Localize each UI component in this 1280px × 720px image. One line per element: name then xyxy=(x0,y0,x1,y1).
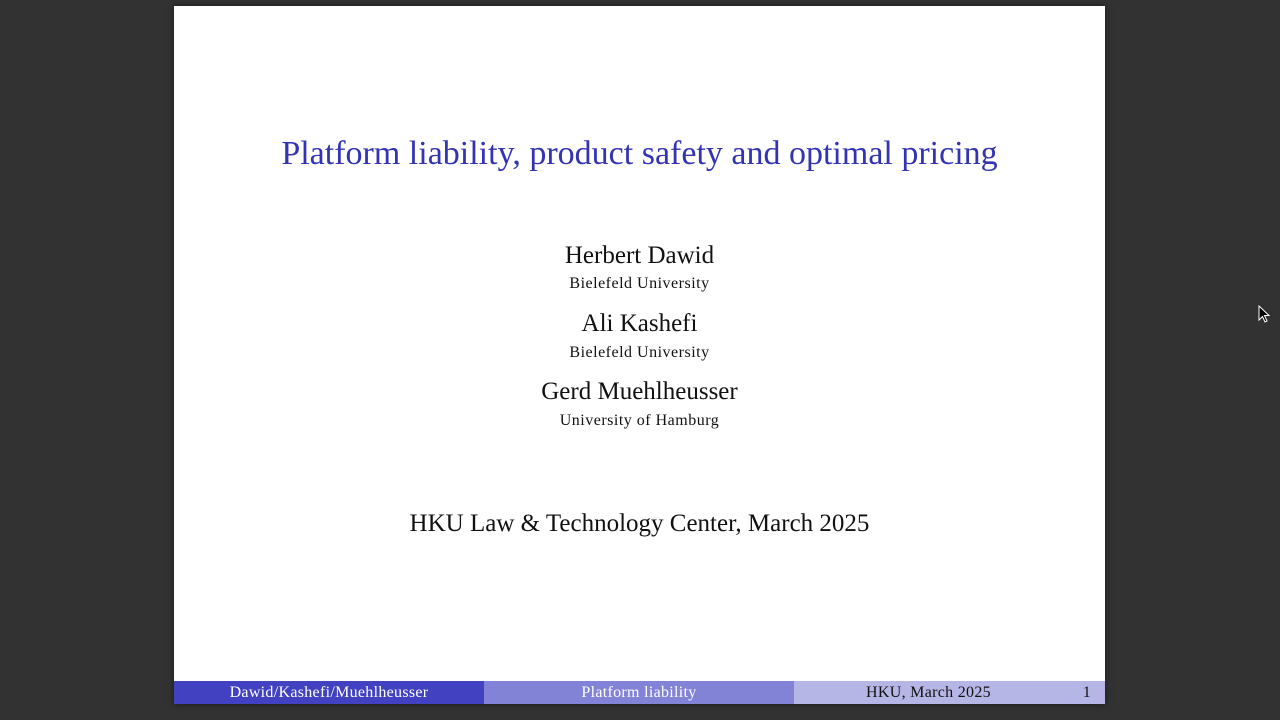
author-institution-2: Bielefeld University xyxy=(569,344,710,361)
footer-short-title: Platform liability xyxy=(484,681,794,704)
author-name-3: Gerd Muehlheusser xyxy=(541,378,738,405)
event-line: HKU Law & Technology Center, March 2025 xyxy=(409,510,870,537)
footer-authors: Dawid/Kashefi/Muehlheusser xyxy=(174,681,484,704)
mouse-pointer-icon xyxy=(1258,305,1272,325)
footer-date: HKU, March 2025 xyxy=(866,684,991,701)
author-name-2: Ali Kashefi xyxy=(581,310,698,337)
author-institution-1: Bielefeld University xyxy=(569,275,710,292)
slide-footer xyxy=(174,681,1105,704)
author-institution-3: University of Hamburg xyxy=(559,412,720,429)
footer-right-section xyxy=(794,681,1105,704)
author-name-1: Herbert Dawid xyxy=(564,242,715,269)
slide-title: Platform liability, product safety and optimal pricing xyxy=(281,135,998,172)
footer-page-number: 1 xyxy=(1082,684,1091,701)
slide[interactable] xyxy=(174,6,1105,704)
